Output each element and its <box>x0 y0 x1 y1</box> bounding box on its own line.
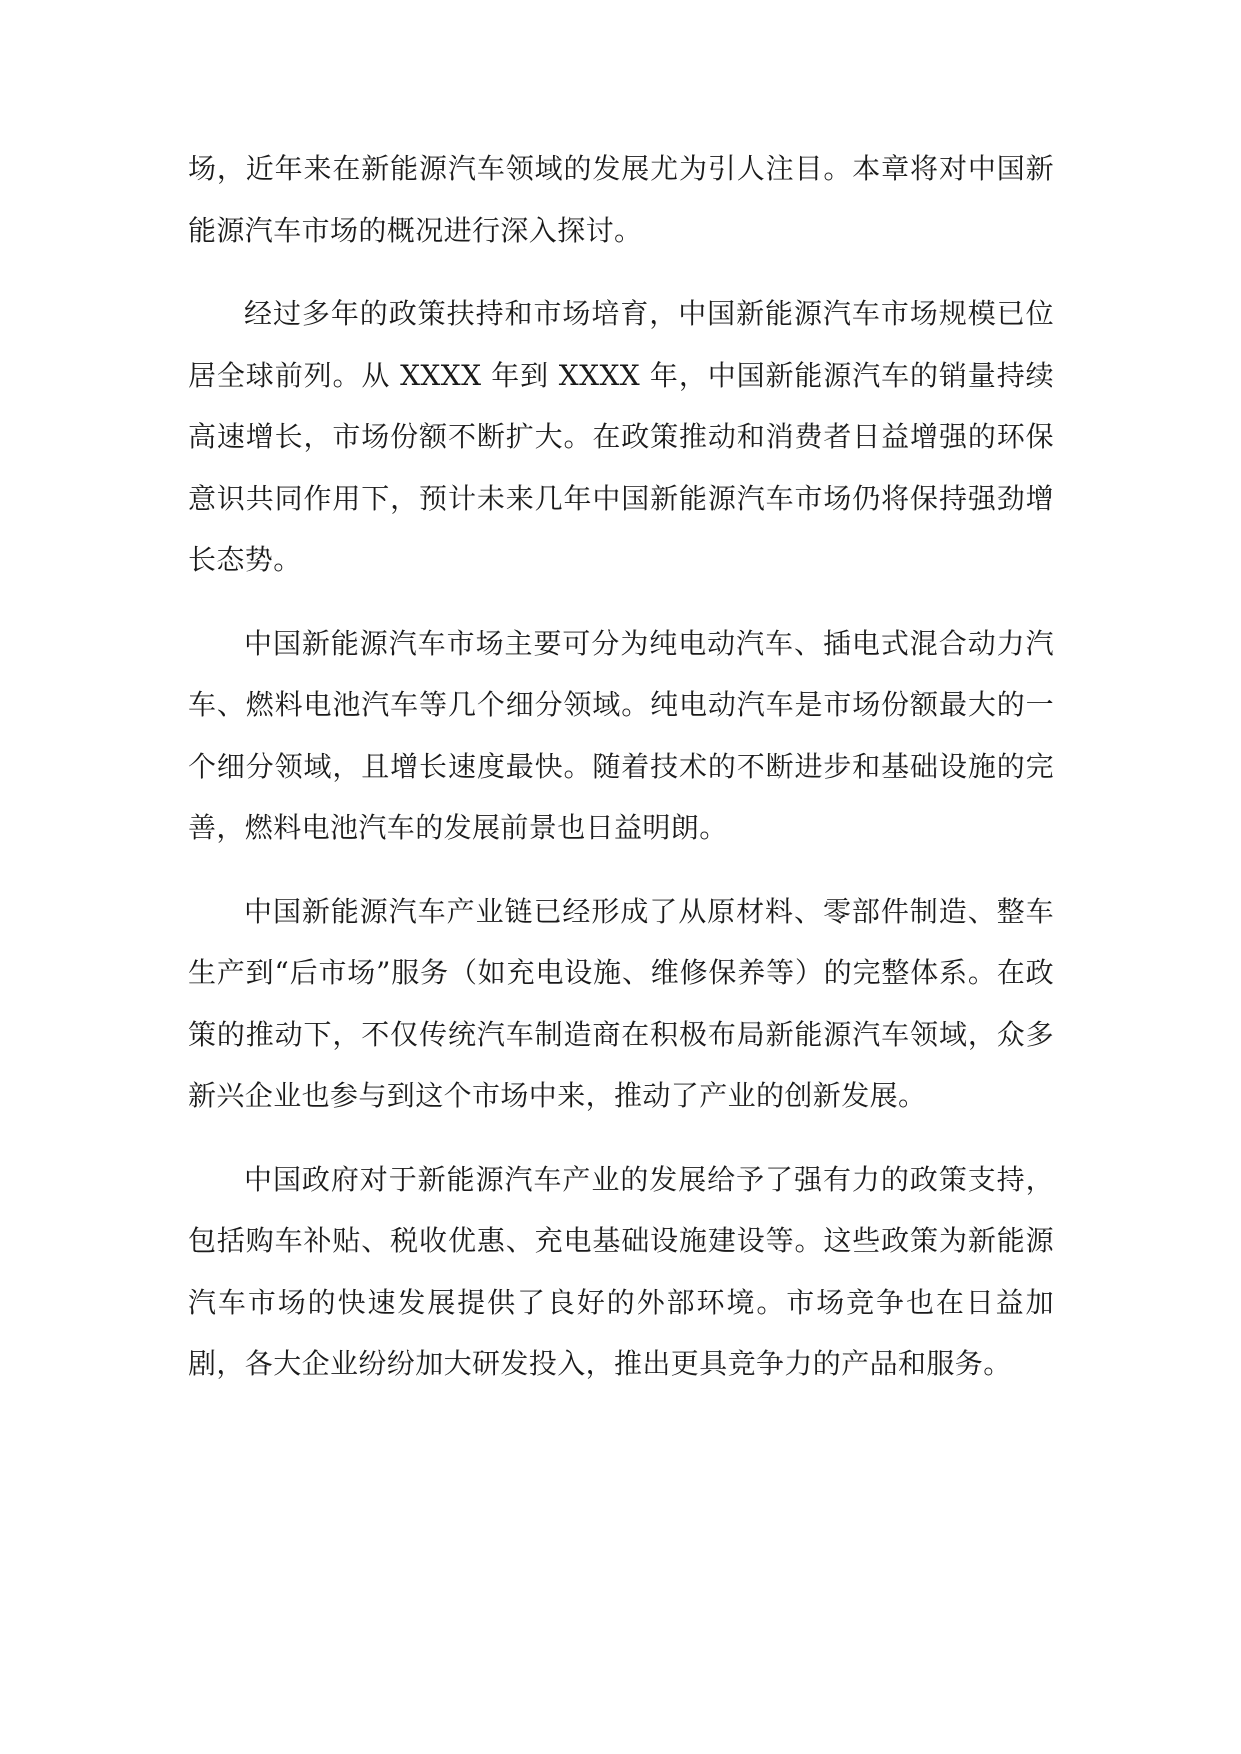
paragraph-3: 中国新能源汽车市场主要可分为纯电动汽车、插电式混合动力汽车、燃料电池汽车等几个细分领域。纯电动汽车是市场份额最大的一个细分领域，且增长速度最快。随着技术的不断进步和基础设施的完善，燃料电池汽车的发展前景也日益明朗。 <box>188 626 1054 844</box>
paragraph-2: 经过多年的政策扶持和市场培育，中国新能源汽车市场规模已位居全球前列。从 XXXX 年到 XXXX 年，中国新能源汽车的销量持续高速增长，市场份额不断扩大。在政策推动和消费者日益增强的环保意识共同作用下，预计未来几年中国新能源汽车市场仍将保持强劲增长态势。 <box>188 297 1054 576</box>
document-body <box>188 138 1054 1417</box>
paragraph-4: 中国新能源汽车产业链已经形成了从原材料、零部件制造、整车生产到“后市场”服务（如充电设施、维修保养等）的完整体系。在政策的推动下，不仅传统汽车制造商在积极布局新能源汽车领域，众多新兴企业也参与到这个市场中来，推动了产业的创新发展。 <box>188 894 1054 1112</box>
paragraph-5: 中国政府对于新能源汽车产业的发展给予了强有力的政策支持，包括购车补贴、税收优惠、充电基础设施建设等。这些政策为新能源汽车市场的快速发展提供了良好的外部环境。市场竞争也在日益加剧，各大企业纷纷加大研发投入，推出更具竞争力的产品和服务。 <box>188 1162 1054 1380</box>
paragraph-1: 场，近年来在新能源汽车领域的发展尤为引人注目。本章将对中国新能源汽车市场的概况进行深入探讨。 <box>188 152 1054 247</box>
